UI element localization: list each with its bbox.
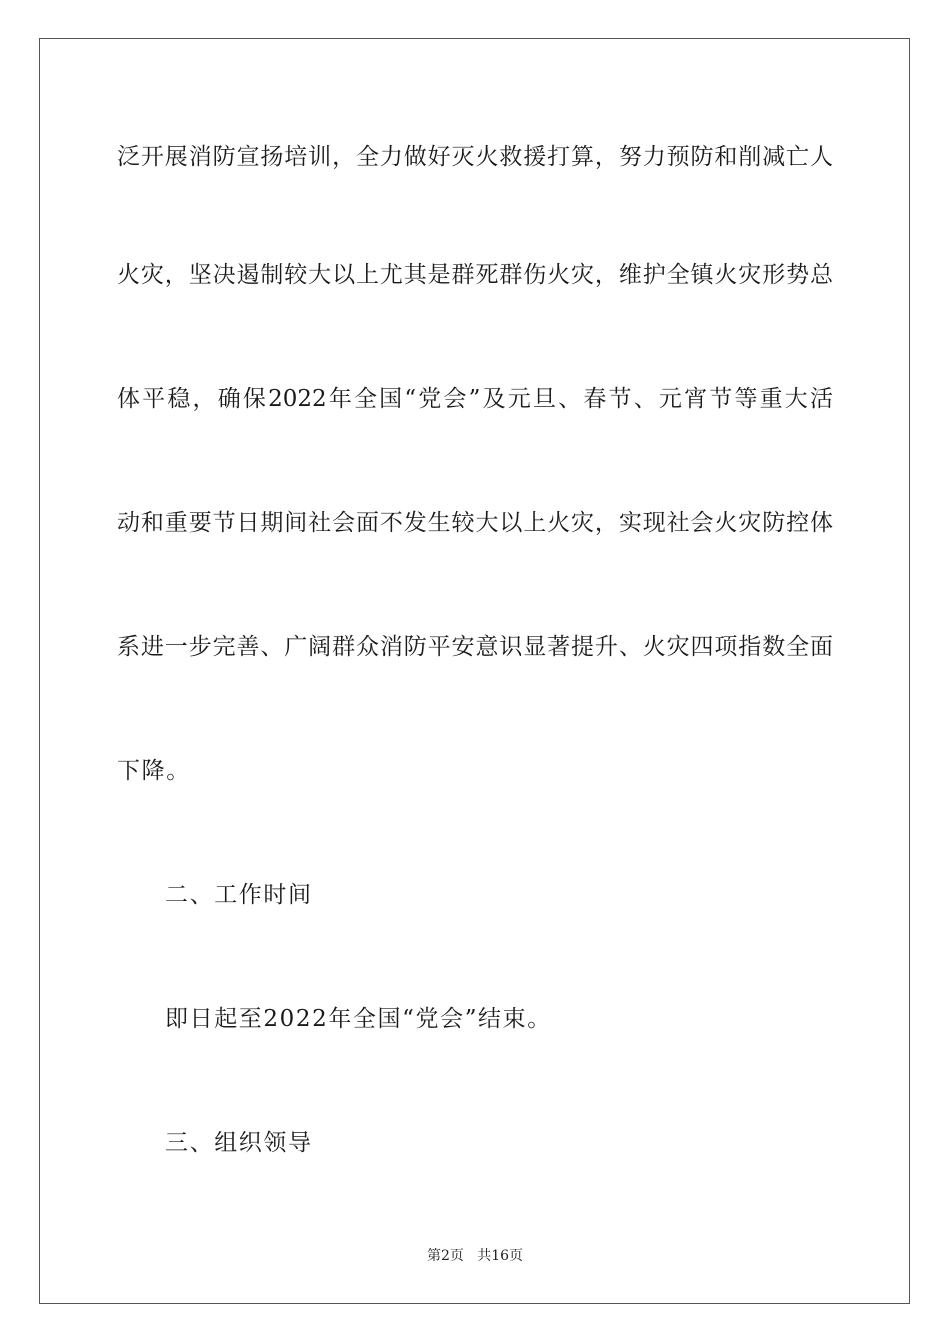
page-number-footer: 第2页 共16页 [426,1248,524,1264]
paragraph-line-3: 体平稳，确保2022年全国“党会”及元旦、春节、元宵节等重大活 [117,386,833,412]
paragraph-line-2: 火灾，坚决遏制较大以上尤其是群死群伤火灾，维护全镇火灾形势总 [117,262,833,288]
section-two-body: 即日起至2022年全国“党会”结束。 [165,1006,552,1032]
page-border [39,38,910,1304]
paragraph-line-1: 泛开展消防宣扬培训，全力做好灭火救援打算，努力预防和削减亡人 [117,144,833,170]
paragraph-line-6: 下降。 [117,758,191,784]
paragraph-line-4: 动和重要节日期间社会面不发生较大以上火灾，实现社会火灾防控体 [117,510,833,536]
paragraph-line-5: 系进一步完善、广阔群众消防平安意识显著提升、火灾四项指数全面 [117,634,833,660]
section-three-heading: 三、组织领导 [165,1130,313,1156]
section-two-heading: 二、工作时间 [165,882,313,908]
